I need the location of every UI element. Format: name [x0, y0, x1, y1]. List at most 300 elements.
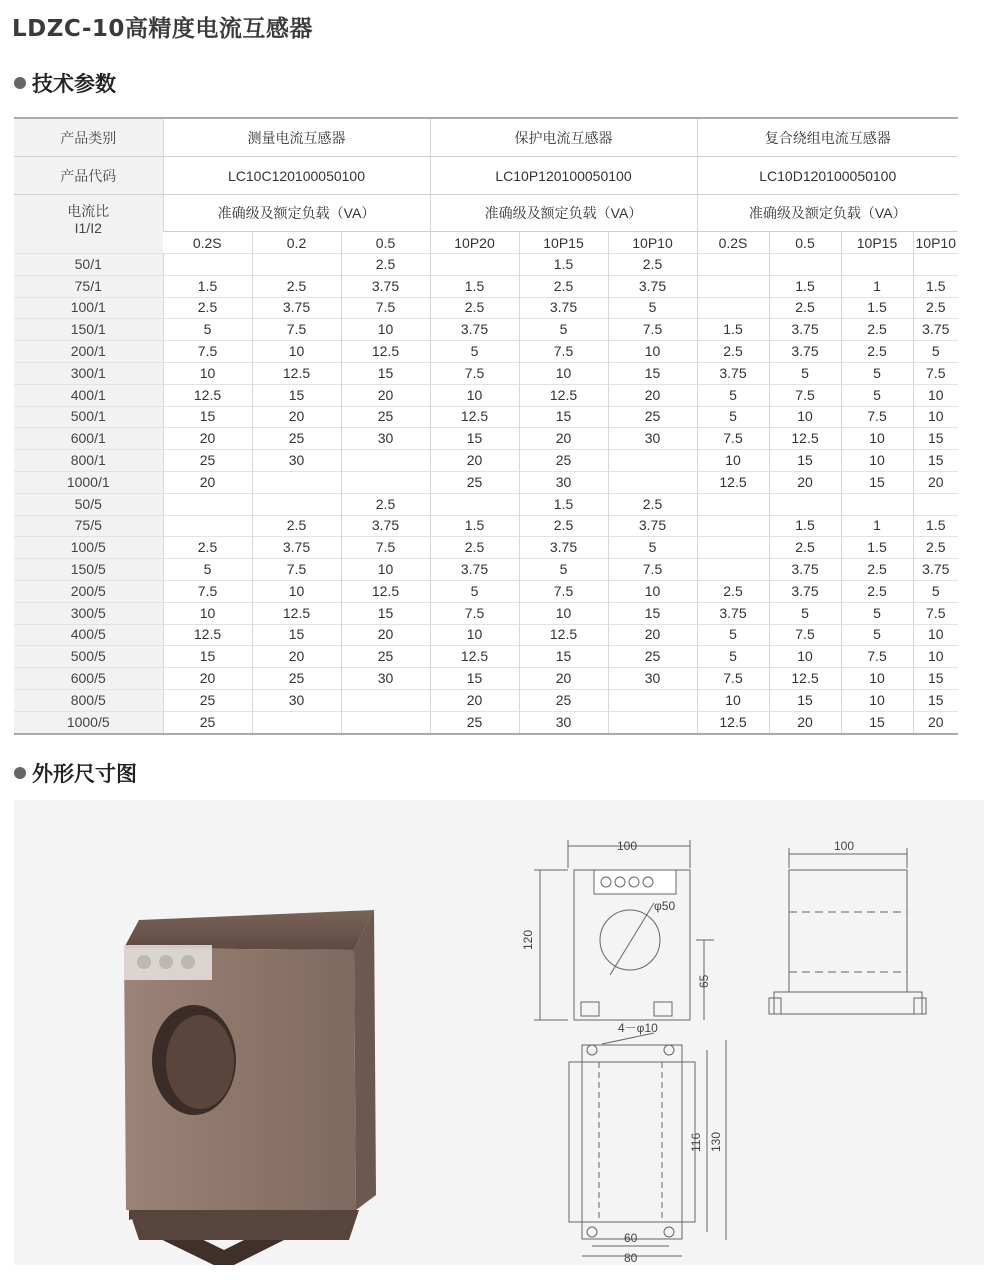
value-cell: 7.5: [913, 362, 958, 384]
value-cell: 5: [608, 297, 697, 319]
value-cell: 3.75: [769, 580, 841, 602]
value-cell: 12.5: [519, 384, 608, 406]
value-cell: 7.5: [697, 668, 769, 690]
ratio-cell: 500/5: [14, 646, 163, 668]
table-row: [14, 668, 958, 690]
value-cell: 7.5: [519, 341, 608, 363]
dim-base-width-x: 80: [624, 1251, 638, 1265]
value-cell: 20: [341, 384, 430, 406]
ratio-cell: 500/1: [14, 406, 163, 428]
value-cell: 2.5: [163, 297, 252, 319]
value-cell: 2.5: [697, 580, 769, 602]
load-header-row: [14, 195, 958, 232]
value-cell: 15: [608, 602, 697, 624]
ratio-cell: 800/1: [14, 450, 163, 472]
code-cell: LC10D120100050100: [697, 157, 958, 195]
value-cell: 7.5: [519, 580, 608, 602]
value-cell: 2.5: [769, 537, 841, 559]
value-cell: 3.75: [769, 559, 841, 581]
section-heading-dims: [14, 758, 137, 788]
value-cell: 7.5: [841, 646, 913, 668]
ratio-cell: 100/1: [14, 297, 163, 319]
value-cell: 30: [252, 689, 341, 711]
value-cell: 25: [252, 668, 341, 690]
value-cell: [608, 711, 697, 733]
value-cell: 20: [769, 711, 841, 733]
value-cell: 7.5: [252, 319, 341, 341]
ratio-cell: 150/5: [14, 559, 163, 581]
value-cell: 2.5: [608, 493, 697, 515]
value-cell: 25: [341, 406, 430, 428]
value-cell: 2.5: [769, 297, 841, 319]
value-cell: [252, 493, 341, 515]
value-cell: [697, 297, 769, 319]
table-row: [14, 537, 958, 559]
value-cell: 20: [163, 428, 252, 450]
value-cell: 15: [163, 646, 252, 668]
value-cell: 10: [430, 384, 519, 406]
value-cell: 3.75: [769, 319, 841, 341]
value-cell: 12.5: [163, 384, 252, 406]
section-dims-label: 外形尺寸图: [32, 762, 137, 786]
value-cell: 7.5: [163, 580, 252, 602]
value-cell: [163, 254, 252, 276]
value-cell: 2.5: [697, 341, 769, 363]
value-cell: [430, 254, 519, 276]
code-row: [14, 157, 958, 195]
table-row: [14, 646, 958, 668]
ratio-cell: 1000/1: [14, 471, 163, 493]
value-cell: [769, 493, 841, 515]
value-cell: 3.75: [913, 319, 958, 341]
value-cell: 25: [252, 428, 341, 450]
value-cell: 15: [913, 428, 958, 450]
value-cell: 15: [769, 450, 841, 472]
value-cell: 25: [163, 689, 252, 711]
ratio-cell: 300/1: [14, 362, 163, 384]
dim-base-depth: 130: [709, 1131, 723, 1152]
bullet-dot-icon: [14, 77, 26, 89]
value-cell: 20: [769, 471, 841, 493]
table-row: [14, 559, 958, 581]
value-cell: 1.5: [913, 515, 958, 537]
value-cell: 10: [252, 580, 341, 602]
value-cell: 7.5: [252, 559, 341, 581]
value-cell: 10: [841, 668, 913, 690]
value-cell: 1.5: [841, 297, 913, 319]
value-cell: [163, 493, 252, 515]
value-cell: 30: [608, 428, 697, 450]
value-cell: 10: [913, 646, 958, 668]
value-cell: 1.5: [769, 275, 841, 297]
value-cell: 3.75: [519, 537, 608, 559]
ratio-label: [14, 195, 163, 254]
value-cell: 10: [841, 450, 913, 472]
value-cell: 20: [430, 450, 519, 472]
table-row: [14, 493, 958, 515]
value-cell: 2.5: [341, 254, 430, 276]
spec-table: [14, 117, 958, 735]
value-cell: 20: [341, 624, 430, 646]
value-cell: 25: [163, 450, 252, 472]
value-cell: 15: [769, 689, 841, 711]
value-cell: 12.5: [341, 341, 430, 363]
value-cell: [163, 515, 252, 537]
value-cell: [913, 493, 958, 515]
value-cell: 7.5: [430, 362, 519, 384]
value-cell: 2.5: [252, 515, 341, 537]
value-cell: 12.5: [252, 362, 341, 384]
value-cell: [430, 493, 519, 515]
dimension-panel: [14, 800, 984, 1265]
dimension-drawing: [14, 800, 984, 1265]
value-cell: 1.5: [519, 493, 608, 515]
value-cell: [252, 711, 341, 733]
dim-side-width: 100: [834, 839, 855, 853]
value-cell: 2.5: [163, 537, 252, 559]
class-cell: 10P20: [430, 232, 519, 254]
class-cell: 10P15: [519, 232, 608, 254]
value-cell: 1: [841, 515, 913, 537]
value-cell: 7.5: [341, 537, 430, 559]
table-row: [14, 471, 958, 493]
value-cell: [697, 537, 769, 559]
code-cell: LC10C120100050100: [163, 157, 430, 195]
value-cell: 1.5: [430, 275, 519, 297]
value-cell: 25: [608, 406, 697, 428]
value-cell: 30: [519, 471, 608, 493]
ratio-cell: 50/1: [14, 254, 163, 276]
ratio-cell: 600/1: [14, 428, 163, 450]
value-cell: [252, 471, 341, 493]
value-cell: 5: [841, 362, 913, 384]
value-cell: 2.5: [841, 319, 913, 341]
value-cell: 15: [252, 384, 341, 406]
value-cell: 12.5: [163, 624, 252, 646]
value-cell: 2.5: [519, 275, 608, 297]
load-cell: 准确级及额定负载（VA）: [430, 195, 697, 232]
value-cell: 15: [913, 689, 958, 711]
value-cell: 2.5: [841, 559, 913, 581]
value-cell: 12.5: [697, 471, 769, 493]
value-cell: [769, 254, 841, 276]
value-cell: 3.75: [430, 559, 519, 581]
table-row: [14, 384, 958, 406]
value-cell: 10: [163, 362, 252, 384]
value-cell: 1.5: [697, 319, 769, 341]
load-cell: 准确级及额定负载（VA）: [163, 195, 430, 232]
value-cell: 3.75: [430, 319, 519, 341]
class-cell: 10P15: [841, 232, 913, 254]
ratio-cell: 400/1: [14, 384, 163, 406]
value-cell: 30: [341, 668, 430, 690]
value-cell: 3.75: [769, 341, 841, 363]
table-row: [14, 515, 958, 537]
bullet-dot-icon: [14, 767, 26, 779]
ratio-label-line1: 电流比: [67, 203, 110, 219]
value-cell: [697, 559, 769, 581]
value-cell: 10: [697, 689, 769, 711]
table-row: [14, 624, 958, 646]
value-cell: 10: [697, 450, 769, 472]
value-cell: 10: [913, 624, 958, 646]
value-cell: 15: [841, 471, 913, 493]
ratio-cell: 1000/5: [14, 711, 163, 733]
ratio-cell: 300/5: [14, 602, 163, 624]
value-cell: 20: [913, 711, 958, 733]
table-row: [14, 580, 958, 602]
value-cell: 5: [769, 362, 841, 384]
load-cell: 准确级及额定负载（VA）: [697, 195, 958, 232]
value-cell: 10: [430, 624, 519, 646]
value-cell: 2.5: [341, 493, 430, 515]
value-cell: 25: [608, 646, 697, 668]
value-cell: 20: [608, 624, 697, 646]
value-cell: 5: [913, 341, 958, 363]
value-cell: 10: [608, 341, 697, 363]
value-cell: 15: [519, 646, 608, 668]
value-cell: [697, 275, 769, 297]
value-cell: 10: [913, 384, 958, 406]
value-cell: 25: [341, 646, 430, 668]
value-cell: 2.5: [430, 297, 519, 319]
value-cell: 15: [252, 624, 341, 646]
value-cell: 15: [913, 450, 958, 472]
value-cell: 5: [430, 341, 519, 363]
value-cell: 12.5: [430, 646, 519, 668]
value-cell: 25: [430, 711, 519, 733]
ratio-cell: 50/5: [14, 493, 163, 515]
table-row: [14, 254, 958, 276]
value-cell: 10: [519, 362, 608, 384]
value-cell: 15: [841, 711, 913, 733]
value-cell: 30: [519, 711, 608, 733]
value-cell: 20: [519, 428, 608, 450]
value-cell: 2.5: [841, 580, 913, 602]
value-cell: 3.75: [519, 297, 608, 319]
class-cell: 10P10: [608, 232, 697, 254]
class-cell: 0.2: [252, 232, 341, 254]
value-cell: 3.75: [608, 515, 697, 537]
value-cell: 10: [841, 689, 913, 711]
value-cell: 10: [769, 646, 841, 668]
value-cell: [697, 254, 769, 276]
dim-base-hole-pitch: 116: [689, 1132, 703, 1152]
value-cell: 20: [913, 471, 958, 493]
dim-mount-holes: 4－φ10: [618, 1021, 658, 1035]
value-cell: 2.5: [841, 341, 913, 363]
value-cell: 20: [163, 668, 252, 690]
value-cell: 7.5: [769, 384, 841, 406]
value-cell: 10: [163, 602, 252, 624]
value-cell: 2.5: [252, 275, 341, 297]
ratio-cell: 200/1: [14, 341, 163, 363]
value-cell: 5: [608, 537, 697, 559]
class-cell: 10P10: [913, 232, 958, 254]
value-cell: 15: [608, 362, 697, 384]
category-cell: 复合绕组电流互感器: [697, 118, 958, 157]
dim-front-width: 100: [617, 839, 638, 853]
value-cell: 3.75: [697, 602, 769, 624]
category-cell: 测量电流互感器: [163, 118, 430, 157]
value-cell: 10: [252, 341, 341, 363]
value-cell: 5: [769, 602, 841, 624]
value-cell: 12.5: [519, 624, 608, 646]
value-cell: 10: [341, 559, 430, 581]
front-view: [534, 840, 714, 1020]
value-cell: 30: [608, 668, 697, 690]
value-cell: 20: [430, 689, 519, 711]
value-cell: 3.75: [252, 297, 341, 319]
value-cell: [697, 493, 769, 515]
value-cell: 15: [913, 668, 958, 690]
value-cell: 30: [341, 428, 430, 450]
value-cell: 12.5: [430, 406, 519, 428]
value-cell: 7.5: [341, 297, 430, 319]
table-row: [14, 428, 958, 450]
dim-height: 120: [521, 929, 535, 950]
value-cell: 3.75: [341, 275, 430, 297]
value-cell: 10: [519, 602, 608, 624]
value-cell: 25: [163, 711, 252, 733]
value-cell: 5: [697, 646, 769, 668]
section-tech-label: 技术参数: [32, 72, 116, 96]
value-cell: 30: [252, 450, 341, 472]
value-cell: 15: [341, 602, 430, 624]
ratio-cell: 200/5: [14, 580, 163, 602]
value-cell: 1: [841, 275, 913, 297]
value-cell: 3.75: [608, 275, 697, 297]
value-cell: [252, 254, 341, 276]
value-cell: 20: [163, 471, 252, 493]
dim-hole-dia: φ50: [654, 899, 676, 913]
value-cell: 2.5: [913, 537, 958, 559]
value-cell: 2.5: [430, 537, 519, 559]
value-cell: [913, 254, 958, 276]
code-label: 产品代码: [14, 157, 163, 195]
table-row: [14, 319, 958, 341]
table-row: [14, 362, 958, 384]
dim-base-pitch-x: 60: [624, 1231, 638, 1245]
value-cell: 20: [252, 406, 341, 428]
value-cell: [841, 493, 913, 515]
table-row: [14, 297, 958, 319]
ratio-cell: 800/5: [14, 689, 163, 711]
value-cell: [608, 471, 697, 493]
ratio-cell: 600/5: [14, 668, 163, 690]
ratio-cell: 400/5: [14, 624, 163, 646]
value-cell: 10: [769, 406, 841, 428]
ratio-cell: 75/5: [14, 515, 163, 537]
value-cell: 12.5: [769, 428, 841, 450]
table-row: [14, 689, 958, 711]
table-row: [14, 711, 958, 733]
value-cell: 1.5: [913, 275, 958, 297]
product-photo: [124, 910, 376, 1265]
value-cell: 3.75: [341, 515, 430, 537]
value-cell: 7.5: [608, 319, 697, 341]
value-cell: 5: [163, 559, 252, 581]
value-cell: 5: [841, 624, 913, 646]
value-cell: [341, 711, 430, 733]
table-row: [14, 602, 958, 624]
side-view: [769, 848, 926, 1014]
value-cell: 5: [519, 319, 608, 341]
class-cell: 0.5: [341, 232, 430, 254]
value-cell: 7.5: [430, 602, 519, 624]
code-cell: LC10P120100050100: [430, 157, 697, 195]
value-cell: 5: [519, 559, 608, 581]
ratio-cell: 75/1: [14, 275, 163, 297]
value-cell: 5: [841, 384, 913, 406]
value-cell: [341, 689, 430, 711]
value-cell: 20: [608, 384, 697, 406]
value-cell: 25: [430, 471, 519, 493]
value-cell: 1.5: [519, 254, 608, 276]
value-cell: 12.5: [769, 668, 841, 690]
value-cell: 7.5: [769, 624, 841, 646]
table-row: [14, 341, 958, 363]
table-row: [14, 406, 958, 428]
value-cell: 1.5: [769, 515, 841, 537]
value-cell: [841, 254, 913, 276]
value-cell: 10: [608, 580, 697, 602]
value-cell: 7.5: [913, 602, 958, 624]
value-cell: 20: [519, 668, 608, 690]
value-cell: [608, 689, 697, 711]
value-cell: 15: [163, 406, 252, 428]
value-cell: 2.5: [519, 515, 608, 537]
value-cell: 7.5: [163, 341, 252, 363]
value-cell: 5: [841, 602, 913, 624]
value-cell: 5: [697, 406, 769, 428]
value-cell: 15: [430, 428, 519, 450]
value-cell: 1.5: [430, 515, 519, 537]
class-cell: 0.5: [769, 232, 841, 254]
value-cell: 15: [430, 668, 519, 690]
value-cell: [697, 515, 769, 537]
table-row: [14, 450, 958, 472]
value-cell: 10: [341, 319, 430, 341]
value-cell: 25: [519, 450, 608, 472]
category-label: 产品类别: [14, 118, 163, 157]
value-cell: 15: [519, 406, 608, 428]
value-cell: [341, 450, 430, 472]
value-cell: 15: [341, 362, 430, 384]
value-cell: 7.5: [841, 406, 913, 428]
class-cell: 0.2S: [697, 232, 769, 254]
value-cell: [608, 450, 697, 472]
value-cell: 5: [430, 580, 519, 602]
value-cell: 12.5: [341, 580, 430, 602]
value-cell: [341, 471, 430, 493]
dim-center-height: 65: [697, 974, 711, 988]
value-cell: 5: [913, 580, 958, 602]
value-cell: 7.5: [608, 559, 697, 581]
value-cell: 10: [913, 406, 958, 428]
value-cell: 10: [841, 428, 913, 450]
value-cell: 2.5: [913, 297, 958, 319]
value-cell: 12.5: [252, 602, 341, 624]
ratio-label-line2: I1/I2: [74, 220, 102, 236]
value-cell: 1.5: [841, 537, 913, 559]
section-heading-tech: [14, 68, 116, 98]
value-cell: 7.5: [697, 428, 769, 450]
value-cell: 2.5: [608, 254, 697, 276]
ratio-cell: 150/1: [14, 319, 163, 341]
value-cell: 5: [697, 384, 769, 406]
ratio-cell: 100/5: [14, 537, 163, 559]
